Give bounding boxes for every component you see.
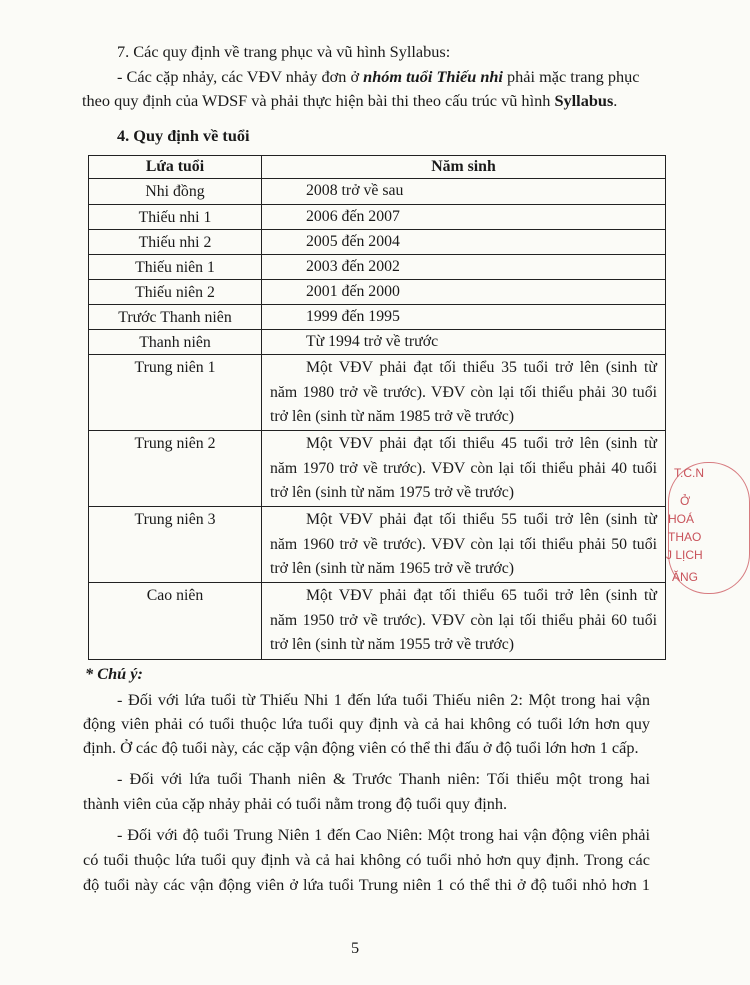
stamp-text-1: T.C.N — [674, 466, 704, 480]
table-cell-birth — [262, 583, 666, 660]
table-row — [89, 230, 666, 255]
table-header-birth: Năm sinh — [262, 156, 666, 179]
birth-text: Một VĐV phải đạt tối thiểu 65 tuổi trở lên (sinh từ năm 1950 trở về trước). VĐV còn lại tối thiểu phải 60 tuổi trở lên (sinh từ năm 1955 trở về trước) — [270, 587, 657, 653]
table-cell-group: Thiếu niên 2 — [89, 280, 262, 305]
age-table — [88, 155, 666, 660]
stamp-text-6: ĂNG — [672, 570, 699, 584]
section-7-line-1 — [117, 67, 639, 87]
note-1-line-1: - Đối với lứa tuổi từ Thiếu Nhi 1 đến lứa tuổi Thiếu niên 2: Một trong hai vận — [117, 690, 650, 709]
table-row — [89, 305, 666, 330]
red-stamp — [664, 462, 724, 592]
table-cell-birth — [262, 280, 666, 305]
section-7-line-2-end: . — [613, 91, 618, 110]
table-cell-group: Thiếu nhi 1 — [89, 205, 262, 230]
notes-label: * Chú ý: — [85, 664, 143, 683]
section-7-emphasis: nhóm tuổi Thiếu nhi — [363, 67, 503, 86]
note-1-line-3: định. Ở các độ tuổi này, các cặp vận động viên có thể thi đấu ở độ tuổi lớn hơn 1 cấp. — [83, 738, 639, 757]
note-3-line-1: - Đối với độ tuổi Trung Niên 1 đến Cao Niên: Một trong hai vận động viên phải — [117, 825, 650, 844]
table-row — [89, 179, 666, 205]
table-cell-group: Trước Thanh niên — [89, 305, 262, 330]
note-1-line-2: động viên phải có tuổi thuộc lứa tuổi quy định và cả hai không có tuổi lớn hơn quy — [83, 714, 650, 733]
birth-text: Một VĐV phải đạt tối thiểu 45 tuổi trở lên (sinh từ năm 1970 trở về trước). VĐV còn lại tối thiểu phải 40 tuổi trở lên (sinh từ năm 1975 trở về trước) — [270, 435, 657, 501]
table-cell-group: Trung niên 1 — [89, 355, 262, 431]
birth-text: Một VĐV phải đạt tối thiểu 55 tuổi trở lên (sinh từ năm 1960 trở về trước). VĐV còn lại tối thiểu phải 50 tuổi trở lên (sinh từ năm 1965 trở về trước) — [270, 511, 657, 577]
birth-text: 2005 đến 2004 — [306, 233, 400, 250]
table-cell-birth — [262, 230, 666, 255]
birth-text: 2006 đến 2007 — [306, 208, 400, 225]
table-cell-birth — [262, 205, 666, 230]
table-row — [89, 431, 666, 507]
birth-text: Từ 1994 trở về trước — [306, 333, 439, 350]
syllabus-strong: Syllabus — [554, 91, 614, 110]
section-7-heading: 7. Các quy định về trang phục và vũ hình Syllabus: — [117, 42, 451, 61]
birth-text: 2008 trở về sau — [306, 182, 404, 199]
stamp-text-4: THAO — [668, 530, 702, 544]
table-header-group: Lứa tuổi — [89, 156, 262, 179]
note-3-line-2: có tuổi thuộc lứa tuổi quy định và cả hai không có tuổi nhỏ hơn quy định. Trong các — [83, 850, 650, 869]
stamp-text-5: J LỊCH — [666, 548, 703, 562]
stamp-text-3: HOÁ — [668, 512, 695, 526]
table-cell-group: Thiếu niên 1 — [89, 255, 262, 280]
table-cell-birth — [262, 355, 666, 431]
note-3-line-3: độ tuổi này các vận động viên ở lứa tuổi Trung niên 1 có thể thi ở độ tuổi nhỏ hơn 1 — [83, 875, 650, 894]
table-row — [89, 507, 666, 583]
table-cell-birth — [262, 431, 666, 507]
table-cell-group: Thanh niên — [89, 330, 262, 355]
table-row — [89, 330, 666, 355]
table-cell-birth — [262, 255, 666, 280]
table-cell-birth — [262, 305, 666, 330]
table-row — [89, 280, 666, 305]
table-header-row — [89, 156, 666, 179]
note-2-line-2: thành viên của cặp nhảy phải có tuổi nằm trong độ tuổi quy định. — [83, 794, 508, 813]
birth-text: 2001 đến 2000 — [306, 283, 400, 300]
table-cell-group: Trung niên 2 — [89, 431, 262, 507]
birth-text: 1999 đến 1995 — [306, 308, 400, 325]
page-number: 5 — [351, 938, 360, 957]
table-cell-group: Trung niên 3 — [89, 507, 262, 583]
section-4-heading: 4. Quy định về tuổi — [117, 126, 250, 145]
birth-text: Một VĐV phải đạt tối thiểu 35 tuổi trở lên (sinh từ năm 1980 trở về trước). VĐV còn lại tối thiểu phải 30 tuổi trở lên (sinh từ năm 1985 trở về trước) — [270, 359, 657, 425]
table-cell-group: Cao niên — [89, 583, 262, 660]
table-cell-group: Thiếu nhi 2 — [89, 230, 262, 255]
note-2-line-1: - Đối với lứa tuổi Thanh niên & Trước Thanh niên: Tối thiểu một trong hai — [117, 769, 650, 788]
section-7-line-2 — [82, 91, 617, 111]
birth-text: 2003 đến 2002 — [306, 258, 400, 275]
table-cell-birth — [262, 179, 666, 205]
table-row — [89, 583, 666, 660]
section-7-line-1-text: - Các cặp nhảy, các VĐV nhảy đơn ở — [117, 67, 364, 86]
table-cell-birth — [262, 330, 666, 355]
section-7-line-2-text: theo quy định của WDSF và phải thực hiện bài thi theo cấu trúc vũ hình — [82, 91, 555, 110]
section-7-line-1-tail: phải mặc trang phục — [502, 67, 640, 86]
table-row — [89, 355, 666, 431]
table-row — [89, 205, 666, 230]
stamp-text-2: Ở — [680, 494, 691, 508]
table-row — [89, 255, 666, 280]
table-cell-birth — [262, 507, 666, 583]
table-cell-group: Nhi đồng — [89, 179, 262, 205]
